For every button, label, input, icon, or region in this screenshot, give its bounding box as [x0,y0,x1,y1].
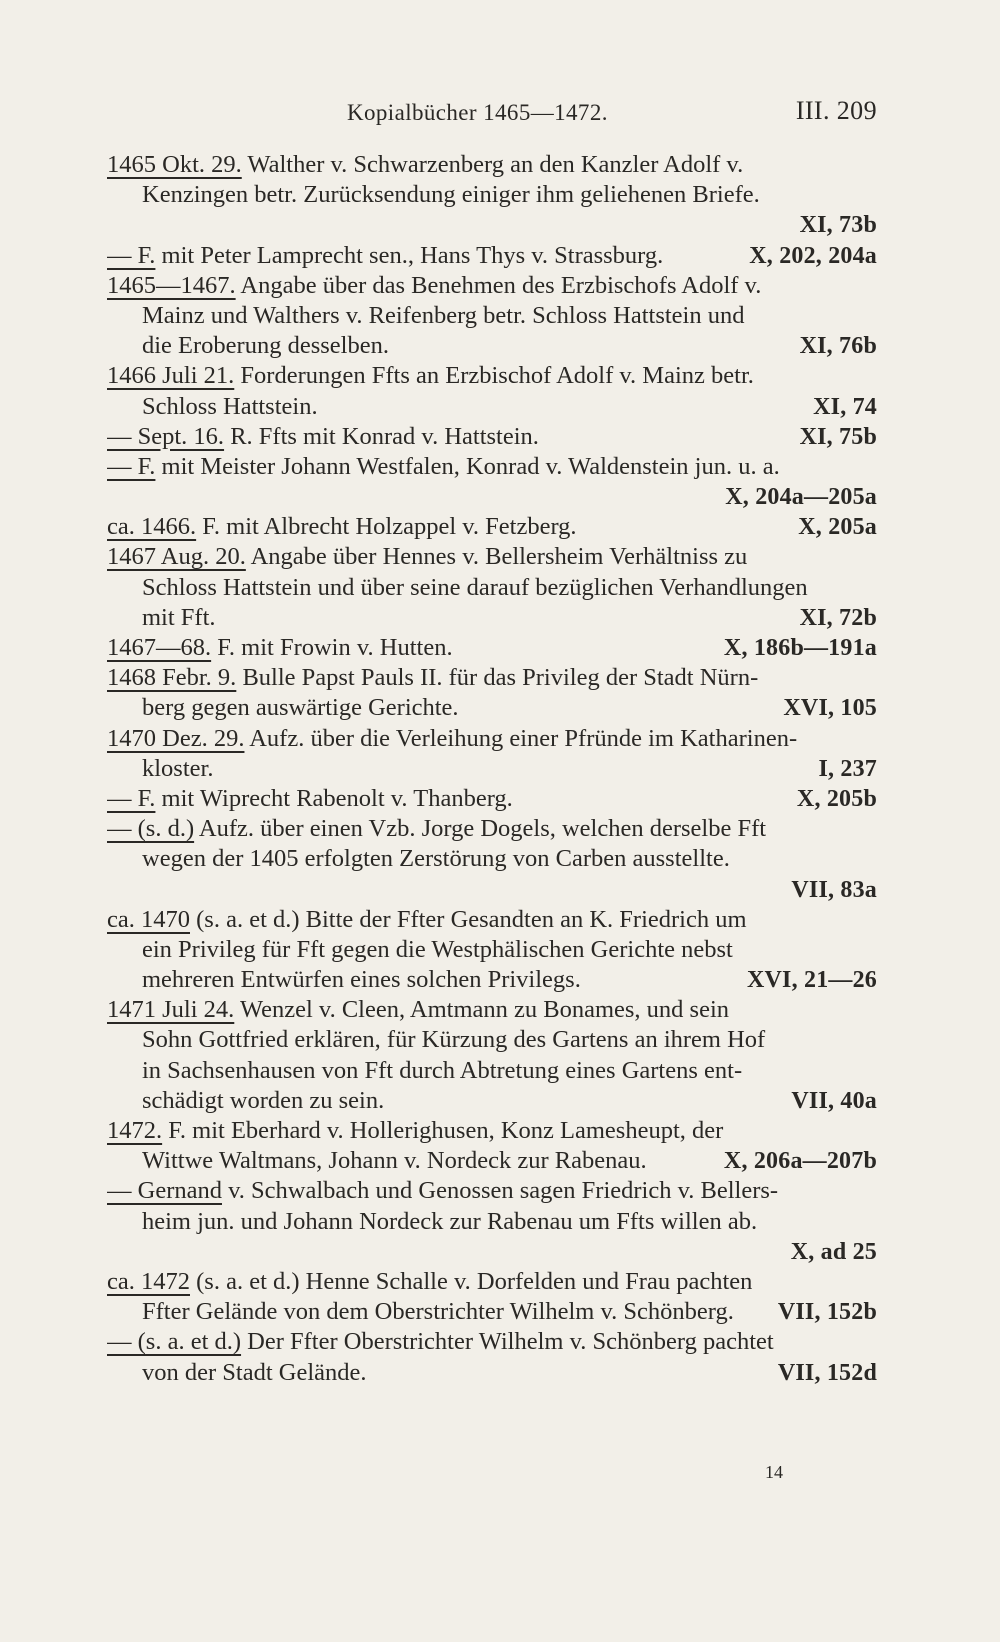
entry-line [107,784,877,814]
entry-line [107,1146,877,1176]
archive-reference: XVI, 21—26 [746,967,877,994]
entry-text: Wenzel v. Cleen, Amtmann zu Bonames, und sein [234,996,730,1024]
archive-reference: VII, 40a [791,1087,877,1114]
register-entry [107,724,877,784]
entry-line [107,482,877,512]
register-entry [107,512,877,542]
entry-line [107,241,877,271]
entry-text: Bulle Papst Pauls II. für das Privileg der Stadt Nürn- [236,664,759,692]
entry-line [107,935,877,965]
entry-text: v. Schwalbach und Genossen sagen Friedrich v. Bellers- [221,1177,779,1205]
entry-line [107,331,877,361]
entry-text: Walther v. Schwarzenberg an den Kanzler Adolf v. [241,151,744,178]
entry-text: Kenzingen betr. Zurücksendung einiger ihm geliehenen Briefe. [142,181,760,209]
archive-reference: I, 237 [818,755,877,782]
entry-text: Der Ffter Oberstrichter Wilhelm v. Schönberg pachtet [241,1328,774,1356]
entry-line [107,603,877,633]
entry-line [107,1237,877,1267]
archive-reference: XI, 74 [813,393,877,420]
entry-text: Aufz. über die Verleihung einer Pfründe im Katharinen- [244,724,798,752]
entry-text: F. mit Albrecht Holzappel v. Fetzberg. [196,513,577,541]
archive-reference: X, ad 25 [790,1238,877,1265]
archive-reference: X, 205a [798,514,877,541]
entry-line [107,512,877,542]
entry-text: Sohn Gottfried erklären, für Kürzung des Gartens an ihrem Hof [142,1026,766,1054]
signature-mark: 14 [765,1462,783,1482]
register-entry [107,361,877,421]
archive-reference: XI, 73b [799,212,877,239]
entry-line [107,724,877,754]
entry-line [107,573,877,603]
entry-date: — F. [107,452,156,480]
register-entry [107,784,877,814]
register-entry [107,814,877,905]
archive-reference: X, 206a—207b [723,1148,877,1175]
entry-date: ca. 1470 [107,905,190,933]
register-entry [107,905,877,996]
entry-text: mit Wiprecht Rabenolt v. Thanberg. [155,784,513,812]
entry-line [107,1327,877,1357]
entry-date: 1470 Dez. 29. [107,724,245,752]
archive-reference: VII, 152b [777,1299,877,1326]
entry-line [107,1267,877,1297]
entry-text: Angabe über das Benehmen des Erzbischofs Adolf v. [235,271,762,299]
entry-line [107,210,877,240]
entry-date: ca. 1472 [107,1267,190,1295]
entry-text: Forderungen Ffts an Erzbischof Adolf v. Mainz betr. [234,362,754,390]
entry-line [107,663,877,693]
running-header [107,96,877,132]
entry-line [107,452,877,482]
archive-reference: XVI, 105 [783,695,877,722]
register-entry [107,1327,877,1387]
entry-text: Schloss Hattstein. [142,392,318,420]
entry-text: F. mit Frowin v. Hutten. [211,634,453,661]
entry-date: 1466 Juli 21. [107,362,235,390]
register-entry [107,542,877,633]
entry-text: Mainz und Walthers v. Reifenberg betr. Schloss Hattstein und [142,301,745,329]
header-section-page: III. 209 [795,96,877,125]
entry-date: — (s. d.) [107,815,195,843]
archive-reference: X, 202, 204a [749,242,877,269]
entry-date: ca. 1466. [107,513,197,541]
register-entry [107,633,877,663]
entry-line [107,905,877,935]
entry-line [107,150,877,180]
entry-line [107,844,877,874]
entry-date: 1467 Aug. 20. [107,543,246,571]
entry-date: — Sept. 16. [107,422,225,450]
archive-reference: X, 186b—191a [723,635,877,661]
entry-text: Wittwe Waltmans, Johann v. Nordeck zur Rabenau. [142,1147,647,1175]
entry-line [107,995,877,1025]
entry-date: 1468 Febr. 9. [107,664,237,692]
entry-date: — Gernand [107,1177,222,1205]
entry-line [107,301,877,331]
entry-date: 1471 Juli 24. [107,996,235,1024]
entry-line [107,180,877,210]
register-entry [107,1116,877,1176]
entry-text: R. Ffts mit Konrad v. Hattstein. [224,422,539,450]
entry-line [107,875,877,905]
entry-line [107,1056,877,1086]
register-entry [107,452,877,512]
entry-list [107,150,877,1388]
archive-reference: X, 205b [796,785,877,812]
entry-text: heim jun. und Johann Nordeck zur Rabenau um Ffts willen ab. [142,1207,758,1235]
register-entry [107,271,877,362]
entry-date: — F. [107,784,156,812]
entry-date: 1467—68. [107,634,212,661]
entry-line [107,1176,877,1206]
entry-text: die Eroberung desselben. [142,332,389,360]
entry-line [107,392,877,422]
entry-date: 1465 Okt. 29. [107,151,242,178]
entry-line [107,1025,877,1055]
archive-reference: XI, 76b [799,333,877,360]
entry-date: — (s. a. et d.) [107,1328,242,1356]
entry-text: mit Fft. [142,603,216,631]
entry-line [107,361,877,391]
entry-text: von der Stadt Gelände. [142,1358,367,1386]
entry-line [107,693,877,723]
archive-reference: VII, 83a [791,876,877,903]
entry-line [107,754,877,784]
entry-date: — F. [107,241,156,269]
entry-text: (s. a. et d.) Henne Schalle v. Dorfelden und Frau pachten [190,1267,753,1295]
entry-line [107,422,877,452]
archive-reference: XI, 75b [799,423,877,450]
entry-date: 1465—1467. [107,271,236,299]
entry-text: schädigt worden zu sein. [142,1086,385,1114]
entry-text: (s. a. et d.) Bitte der Ffter Gesandten an K. Friedrich um [190,905,747,933]
register-entry [107,241,877,271]
entry-line [107,965,877,995]
entry-line [107,1358,877,1388]
entry-date: 1472. [107,1117,163,1144]
entry-text: Ffter Gelände von dem Oberstrichter Wilhelm v. Schönberg. [142,1298,734,1326]
entry-text: Schloss Hattstein und über seine darauf bezüglichen Verhandlungen [142,573,808,601]
entry-line [107,542,877,572]
entry-text: mehreren Entwürfen eines solchen Privilegs. [142,966,581,994]
entry-text: berg gegen auswärtige Gerichte. [142,694,459,722]
archive-reference: XI, 72b [799,604,877,631]
entry-line [107,814,877,844]
entry-text: Angabe über Hennes v. Bellersheim Verhältniss zu [245,543,748,571]
register-entry [107,663,877,723]
header-title: Kopialbücher 1465—1472. [347,100,608,125]
register-entry [107,1176,877,1267]
entry-text: ein Privileg für Fft gegen die Westphälischen Gerichte nebst [142,935,733,963]
register-entry [107,1267,877,1327]
entry-text: Aufz. über einen Vzb. Jorge Dogels, welchen derselbe Fft [194,815,767,843]
entry-text: mit Peter Lamprecht sen., Hans Thys v. Strassburg. [155,241,664,269]
entry-line [107,1116,877,1146]
entry-line [107,633,877,663]
entry-line [107,271,877,301]
register-entry [107,150,877,241]
archive-reference: VII, 152d [777,1359,877,1386]
register-entry [107,995,877,1116]
register-entry [107,422,877,452]
entry-text: mit Meister Johann Westfalen, Konrad v. Waldenstein jun. u. a. [155,452,780,480]
entry-line [107,1086,877,1116]
entry-line [107,1207,877,1237]
entry-text: kloster. [142,754,214,782]
entry-text: wegen der 1405 erfolgten Zerstörung von Carben ausstellte. [142,845,730,873]
entry-text: F. mit Eberhard v. Hollerighusen, Konz Lamesheupt, der [162,1117,724,1144]
entry-text: in Sachsenhausen von Fft durch Abtretung eines Gartens ent- [142,1056,743,1084]
entry-line [107,1297,877,1327]
archive-reference: X, 204a—205a [725,484,877,511]
